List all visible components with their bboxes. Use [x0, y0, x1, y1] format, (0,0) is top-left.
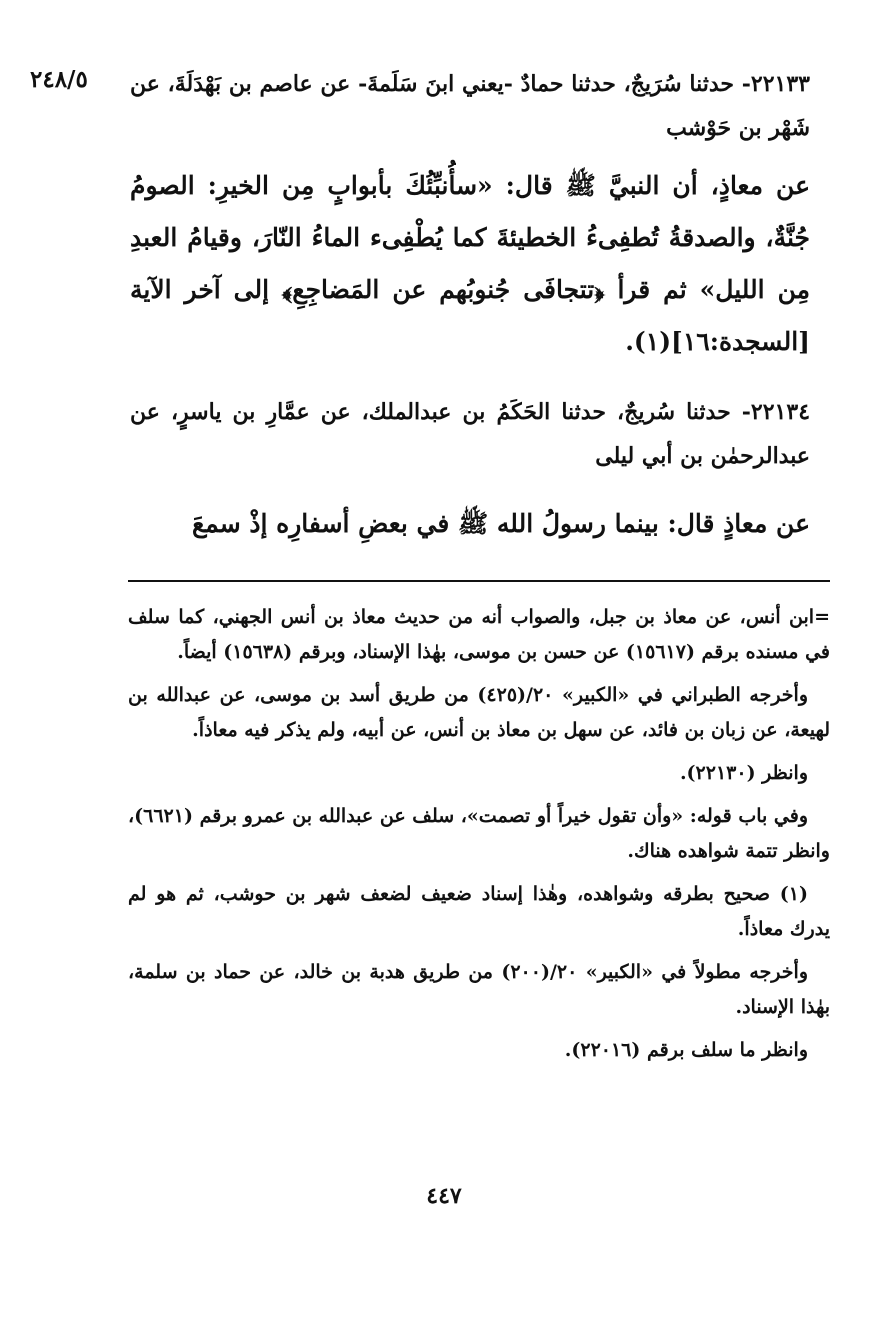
footnotes	[128, 600, 830, 1076]
hadith-22134-matn: عن معاذٍ قال: بينما رسولُ الله ﷺ في بعضِ أسفارِه إذْ سمعَ	[191, 509, 810, 538]
footnote-paragraph: وأخرجه الطبراني في «الكبير» ٢٠/(٤٢٥) من طريق أسد بن موسى، عن عبدالله بن لهيعة، عن زبان بن فائد، عن سهل بن معاذ بن أنس، عن أبيه، ولم يذكر فيه معاذاً.	[128, 684, 830, 741]
footnote-paragraph: (١) صحيح بطرقه وشواهده، وهٰذا إسناد ضعيف لضعف شهر بن حوشب، ثم هو لم يدرك معاذاً.	[128, 883, 830, 940]
hadith-22134-isnad: ٢٢١٣٤- حدثنا سُريجٌ، حدثنا الحَكَمُ بن عبدالملك، عن عمَّارِ بن ياسرٍ، عن عبدالرحمٰن بن أبي ليلى	[130, 399, 811, 469]
page-number: ٤٤٧	[426, 1183, 462, 1209]
footnote-paragraph: وأخرجه مطولاً في «الكبير» ٢٠/(٢٠٠) من طريق هدبة بن خالد، عن حماد بن سلمة، بهٰذا الإسناد.	[128, 961, 830, 1018]
footnote-separator	[128, 580, 830, 582]
hadith-22133-isnad: ٢٢١٣٣- حدثنا سُرَيجٌ، حدثنا حمادٌ -يعني ابنَ سَلَمةَ- عن عاصم بن بَهْدَلَةَ، عن شَهْر بن حَوْشب	[130, 71, 810, 141]
hadith-22133-matn: عن معاذٍ، أن النبيَّ ﷺ قال: «سأُنبِّئُكَ بأبوابٍ مِن الخيرِ: الصومُ جُنَّةٌ، والصدقةُ تُطفِىءُ الخطيئةَ كما يُطْفِىء الماءُ النّارَ، وقيامُ العبدِ مِن الليل» ثم قرأ ﴿تتجافَى جُنوبُهم عن المَضاجِعِ﴾ إلى آخر الآية [السجدة:١٦](١).	[130, 171, 810, 356]
margin-volume-page-ref: ٢٤٨/٥	[30, 66, 88, 93]
footnote-paragraph: وفي باب قوله: «وأن تقول خيراً أو تصمت»، سلف عن عبدالله بن عمرو برقم (٦٦٢١)، وانظر تتمة شواهده هناك.	[128, 805, 830, 862]
footnote-paragraph: وانظر (٢٢١٣٠).	[679, 762, 808, 784]
footnote-paragraph: وانظر ما سلف برقم (٢٢٠١٦).	[564, 1039, 808, 1061]
footnote-paragraph: =ابن أنس، عن معاذ بن جبل، والصواب أنه من حديث معاذ بن أنس الجهني، كما سلف في مسنده برقم (١٥٦١٧) عن حسن بن موسى، بهٰذا الإسناد، وبرقم (١٥٦٣٨) أيضاً.	[128, 606, 830, 663]
